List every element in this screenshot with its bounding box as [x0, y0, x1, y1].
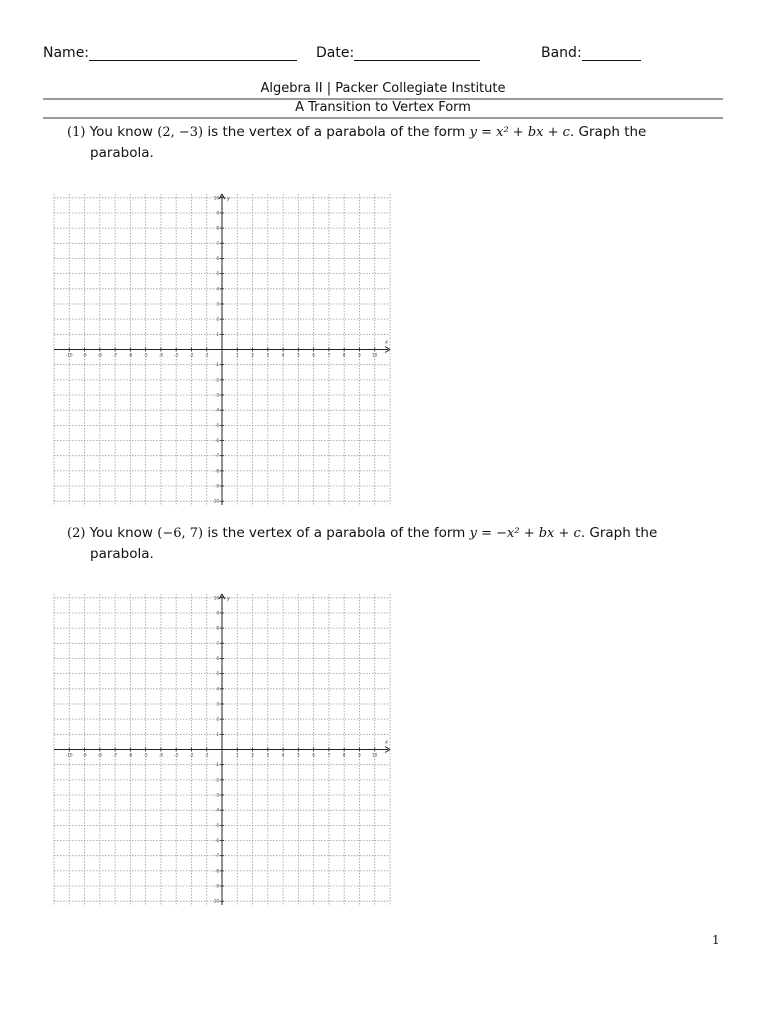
x-tick-label: -8: [97, 752, 102, 758]
y-tick-label: 4: [216, 686, 219, 692]
question-text-mid: is the vertex of a parabola of the form: [207, 124, 466, 140]
y-tick-label: -9: [215, 483, 219, 489]
y-tick-label: 10: [213, 595, 219, 601]
question-1: [67, 122, 727, 163]
page-title: A Transition to Vertex Form: [295, 100, 471, 115]
x-tick-label: 1: [235, 752, 239, 758]
question-text-pre: You know: [89, 525, 153, 541]
x-tick-label: 6: [312, 352, 315, 358]
coordinate-grid-2[interactable]: [52, 592, 392, 907]
y-tick-label: -7: [215, 853, 219, 859]
y-tick-label: -10: [212, 898, 219, 904]
y-tick-label: 7: [216, 240, 219, 246]
y-tick-label: 9: [216, 610, 219, 616]
y-tick-label: -3: [215, 792, 219, 798]
name-label: Name:: [43, 45, 90, 61]
x-tick-label: -2: [189, 752, 194, 758]
x-tick-label: 10: [372, 752, 378, 758]
x-tick-label: -6: [128, 352, 133, 358]
page-number: 1: [712, 933, 720, 947]
question-text-line2: parabola.: [90, 546, 154, 562]
y-tick-label: 3: [216, 301, 219, 307]
x-tick-label: 3: [266, 352, 270, 358]
vertex-point: (2, −3): [157, 125, 204, 140]
x-tick-label: -2: [189, 352, 194, 358]
date-label: Date:: [316, 45, 355, 61]
x-tick-label: -8: [97, 352, 102, 358]
x-tick-label: -7: [113, 352, 118, 358]
y-axis-label: y: [227, 596, 230, 602]
x-tick-label: -5: [143, 352, 148, 358]
question-text-post: . Graph the: [569, 124, 647, 140]
y-tick-label: 6: [216, 655, 219, 661]
y-tick-label: -6: [215, 838, 219, 844]
y-tick-label: -10: [212, 498, 219, 504]
x-tick-label: 1: [235, 352, 239, 358]
x-tick-label: 8: [342, 752, 346, 758]
question-text-pre: You know: [89, 124, 153, 140]
y-tick-label: -5: [215, 422, 219, 428]
x-tick-label: 7: [327, 352, 331, 358]
question-number: (2): [67, 526, 86, 541]
y-tick-label: -5: [215, 822, 219, 828]
title-rule-bottom: [43, 117, 723, 119]
x-tick-label: -4: [158, 752, 163, 758]
y-tick-label: 1: [216, 731, 219, 737]
question-number: (1): [67, 125, 86, 140]
y-tick-label: -2: [215, 377, 219, 383]
y-tick-label: -8: [215, 468, 219, 474]
y-axis-label: y: [227, 196, 230, 202]
x-tick-label: 4: [281, 352, 285, 358]
x-tick-label: -1: [204, 352, 209, 358]
x-tick-label: 10: [372, 352, 378, 358]
y-tick-label: -4: [215, 407, 219, 413]
x-tick-label: 9: [358, 752, 361, 758]
x-tick-label: 8: [342, 352, 346, 358]
band-blank[interactable]: [582, 46, 641, 61]
y-tick-label: -4: [215, 807, 219, 813]
x-tick-label: 2: [251, 752, 254, 758]
question-text-mid: is the vertex of a parabola of the form: [207, 525, 466, 541]
date-blank[interactable]: [354, 46, 480, 61]
name-blank[interactable]: [89, 46, 297, 61]
y-tick-label: 2: [216, 316, 219, 322]
x-axis-label: x: [385, 339, 388, 346]
y-tick-label: 2: [216, 716, 219, 722]
band-label: Band:: [541, 45, 582, 61]
x-tick-label: -3: [174, 752, 179, 758]
vertex-point: (−6, 7): [157, 526, 204, 541]
x-axis-label: x: [385, 739, 388, 746]
coordinate-grid-1[interactable]: [52, 192, 392, 507]
y-tick-label: 3: [216, 701, 219, 707]
x-tick-label: 3: [266, 752, 270, 758]
y-tick-label: -9: [215, 883, 219, 889]
y-tick-label: 8: [216, 625, 219, 631]
x-tick-label: -7: [113, 752, 118, 758]
y-tick-label: 5: [216, 271, 219, 277]
x-tick-label: 7: [327, 752, 331, 758]
y-tick-label: -7: [215, 453, 219, 459]
y-tick-label: 1: [216, 331, 219, 337]
date-field[interactable]: [316, 45, 480, 61]
y-tick-label: -3: [215, 392, 219, 398]
x-tick-label: -5: [143, 752, 148, 758]
x-tick-label: 5: [297, 352, 300, 358]
x-tick-label: -9: [82, 752, 87, 758]
equation: y = x² + bx + c: [469, 125, 570, 140]
x-tick-label: 6: [312, 752, 315, 758]
x-tick-label: -10: [65, 352, 73, 358]
x-tick-label: -4: [158, 352, 163, 358]
x-tick-label: 5: [297, 752, 300, 758]
y-tick-label: -2: [215, 777, 219, 783]
y-tick-label: 5: [216, 671, 219, 677]
y-tick-label: 8: [216, 225, 219, 231]
y-tick-label: -1: [215, 362, 219, 368]
equation: y = −x² + bx + c: [469, 526, 581, 541]
x-tick-label: 4: [281, 752, 285, 758]
band-field[interactable]: [541, 45, 641, 61]
name-field[interactable]: [43, 45, 297, 61]
question-text-post: . Graph the: [580, 525, 658, 541]
y-tick-label: 7: [216, 640, 219, 646]
x-tick-label: -1: [204, 752, 209, 758]
x-tick-label: 2: [251, 352, 254, 358]
y-tick-label: -6: [215, 438, 219, 444]
y-tick-label: 9: [216, 210, 219, 216]
question-text-line2: parabola.: [90, 145, 154, 161]
x-tick-label: 9: [358, 352, 361, 358]
y-tick-label: -8: [215, 868, 219, 874]
y-tick-label: 6: [216, 255, 219, 261]
question-2: [67, 523, 727, 564]
y-tick-label: 4: [216, 286, 219, 292]
x-tick-label: -6: [128, 752, 133, 758]
x-tick-label: -10: [65, 752, 73, 758]
y-tick-label: 10: [213, 195, 219, 201]
course-line: Algebra II | Packer Collegiate Institute: [260, 81, 506, 96]
x-tick-label: -9: [82, 352, 87, 358]
y-tick-label: -1: [215, 762, 219, 768]
x-tick-label: -3: [174, 352, 179, 358]
